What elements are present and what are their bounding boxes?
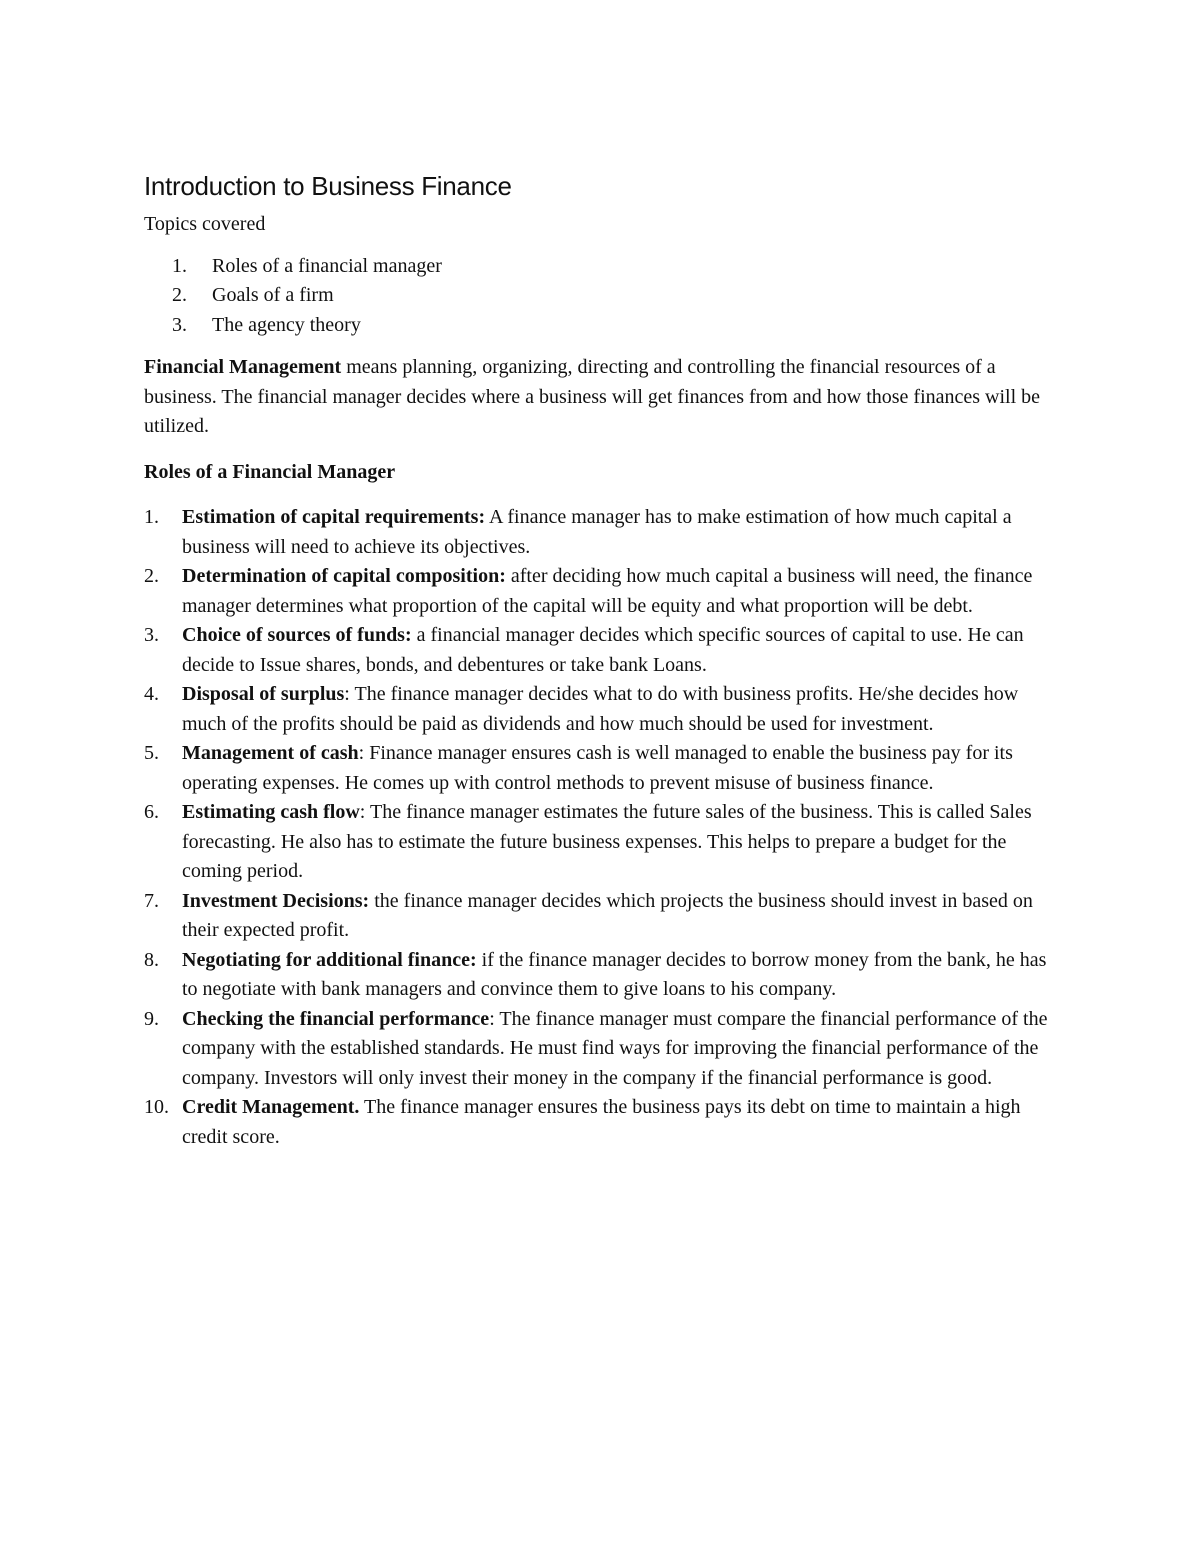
role-number: 7. [144, 889, 159, 912]
topics-subtitle: Topics covered [144, 213, 266, 235]
topic-item [144, 281, 1064, 311]
roles-heading: Roles of a Financial Manager [144, 460, 396, 483]
role-term: Negotiating for additional finance: [182, 948, 477, 971]
role-text: if the finance manager decides to borrow money from the bank, he has to negotiate with bank managers and convince them to give loans to his company. [182, 948, 1047, 1000]
role-number: 4. [144, 683, 159, 705]
role-text: : The finance manager must compare the financial performance of the company with the established standards. He must find ways for improving the financial performance of the company. Investors will only invest their money in the company if the financial performance is good. [182, 1007, 1048, 1089]
role-item [144, 621, 1064, 680]
role-term: Choice of sources of funds: [182, 624, 412, 646]
role-body [182, 946, 1064, 1005]
role-term: Checking the financial performance [182, 1007, 490, 1030]
role-number: 3. [144, 624, 159, 646]
role-item [144, 562, 1064, 621]
role-term: Disposal of surplus [182, 683, 345, 705]
roles-list [144, 503, 1064, 1152]
document-title: Introduction to Business Finance [144, 171, 512, 201]
topic-item [144, 252, 1064, 282]
role-text: : Finance manager ensures cash is well managed to enable the business pay for its operating expenses. He comes up with control methods to prevent misuse of business finance. [182, 742, 1013, 794]
role-item [144, 680, 1064, 739]
role-text: a financial manager decides which specific sources of capital to use. He can decide to Issue shares, bonds, and debentures or take bank Loans. [182, 624, 1024, 676]
intro-paragraph [144, 353, 1064, 442]
role-text: : The finance manager estimates the future sales of the business. This is called Sales forecasting. He also has to estimate the future business expenses. This helps to prepare a budget for the coming period. [182, 801, 1032, 882]
role-body [182, 798, 1064, 887]
intro-term: Financial Management [144, 356, 342, 378]
intro-text: means planning, organizing, directing and controlling the financial resources of a business. The financial manager decides where a business will get finances from and how those finances will be utilized. [144, 356, 1041, 437]
role-body [182, 562, 1064, 621]
role-body [182, 1005, 1064, 1094]
role-number: 10. [144, 1096, 169, 1118]
role-item [144, 503, 1064, 562]
topic-number: 3. [172, 313, 187, 336]
role-body [182, 503, 1064, 562]
topic-number: 2. [172, 284, 187, 306]
role-item [144, 1005, 1064, 1094]
role-number: 5. [144, 742, 159, 764]
role-text: after deciding how much capital a business will need, the finance manager determines what proportion of the capital will be equity and what proportion will be debt. [182, 565, 1033, 617]
role-item [144, 739, 1064, 798]
role-term: Investment Decisions: [182, 889, 370, 912]
role-body [182, 621, 1064, 680]
role-text: : The finance manager decides what to do with business profits. He/she decides how much of the profits should be paid as dividends and how much should be used for investment. [182, 683, 1019, 735]
role-term: Estimation of capital requirements: [182, 506, 486, 528]
role-term: Determination of capital composition: [182, 565, 506, 587]
role-item [144, 1093, 1064, 1152]
role-number: 2. [144, 565, 159, 587]
document-content [144, 168, 1064, 1152]
role-body [182, 887, 1064, 946]
role-term: Management of cash [182, 742, 359, 764]
role-number: 9. [144, 1007, 159, 1030]
role-term: Estimating cash flow [182, 801, 360, 823]
topic-number: 1. [172, 254, 187, 277]
topic-text: The agency theory [212, 313, 361, 336]
role-body [182, 739, 1064, 798]
role-text: the finance manager decides which projects the business should invest in based on their expected profit. [182, 889, 1033, 941]
topics-list [144, 252, 1064, 341]
role-term: Credit Management. [182, 1096, 360, 1118]
role-body [182, 1093, 1064, 1152]
role-body [182, 680, 1064, 739]
role-item [144, 798, 1064, 887]
topic-text: Roles of a financial manager [212, 254, 442, 277]
role-item [144, 887, 1064, 946]
role-number: 6. [144, 801, 159, 823]
topic-item [144, 311, 1064, 341]
role-number: 1. [144, 506, 159, 528]
topic-text: Goals of a firm [212, 284, 334, 306]
role-number: 8. [144, 948, 159, 971]
role-text: The finance manager ensures the business pays its debt on time to maintain a high credit score. [182, 1096, 1021, 1148]
role-text: A finance manager has to make estimation of how much capital a business will need to achieve its objectives. [182, 506, 1012, 558]
role-item [144, 946, 1064, 1005]
